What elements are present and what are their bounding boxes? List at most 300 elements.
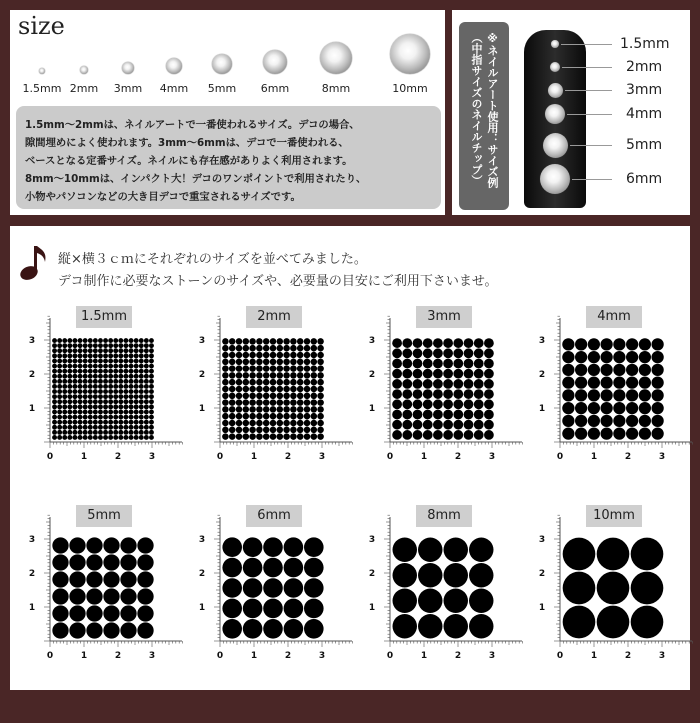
x-tick-label: 2 xyxy=(624,452,632,462)
x-tick-label: 1 xyxy=(80,651,88,661)
stone-dot xyxy=(443,399,453,409)
stone-dot xyxy=(626,389,638,401)
stone-dot xyxy=(98,384,103,389)
size-grid-5mm xyxy=(20,508,180,723)
stone-dot xyxy=(83,353,88,358)
stone-dot xyxy=(484,399,494,409)
y-tick-label: 3 xyxy=(28,336,36,346)
stone-dot xyxy=(562,389,574,401)
grid-plot xyxy=(360,513,525,673)
stone-dot xyxy=(108,348,113,353)
stone-dot xyxy=(484,359,494,369)
stone-dot xyxy=(639,364,651,376)
stone-dot xyxy=(67,415,72,420)
stone-dot xyxy=(402,430,412,440)
gem-size-label: 3mm xyxy=(113,82,143,95)
stone-dot xyxy=(139,415,144,420)
stone-dot xyxy=(62,430,67,435)
stone-dot xyxy=(222,420,229,427)
stone-dot xyxy=(626,415,638,427)
stone-dot xyxy=(108,425,113,430)
stone-dot xyxy=(297,413,304,420)
stone-dot xyxy=(652,428,664,440)
stone-dot xyxy=(57,425,62,430)
stone-dot xyxy=(124,399,129,404)
stone-dot xyxy=(311,359,318,366)
stone-dot xyxy=(222,393,229,400)
stone-dot xyxy=(62,364,67,369)
stone-dot xyxy=(149,399,154,404)
stone-dot xyxy=(453,410,463,420)
stone-dot xyxy=(392,359,402,369)
stone-dot xyxy=(144,379,149,384)
stone-dot xyxy=(129,353,134,358)
stone-dot xyxy=(284,578,304,598)
x-tick-label: 3 xyxy=(658,651,666,661)
stone-dot xyxy=(93,420,98,425)
stone-dot xyxy=(263,365,270,372)
stone-dot xyxy=(134,364,139,369)
stone-dot xyxy=(317,427,324,434)
stone-dot xyxy=(134,415,139,420)
stone-dot xyxy=(256,359,263,366)
stone-dot xyxy=(256,352,263,359)
stone-dot xyxy=(88,379,93,384)
stone-dot xyxy=(57,343,62,348)
stone-dot xyxy=(118,338,123,343)
stone-dot xyxy=(88,404,93,409)
stone-dot xyxy=(484,430,494,440)
stone-dot xyxy=(67,353,72,358)
size-grid-1.5mm xyxy=(20,309,180,524)
x-tick-label: 3 xyxy=(318,651,326,661)
stone-dot xyxy=(129,343,134,348)
stone-dot xyxy=(129,364,134,369)
x-tick-label: 2 xyxy=(624,651,632,661)
stone-dot xyxy=(317,406,324,413)
stone-dot xyxy=(57,394,62,399)
stone-dot xyxy=(270,413,277,420)
stone-dot xyxy=(144,420,149,425)
stone-dot xyxy=(270,393,277,400)
y-tick-label: 3 xyxy=(198,535,206,545)
stone-dot xyxy=(137,571,153,587)
stone-dot xyxy=(134,399,139,404)
stone-dot xyxy=(67,430,72,435)
stone-dot xyxy=(103,348,108,353)
stone-dot xyxy=(73,338,78,343)
stone-dot xyxy=(317,413,324,420)
stone-dot xyxy=(57,410,62,415)
x-tick-label: 0 xyxy=(46,651,54,661)
stone-dot xyxy=(124,359,129,364)
stone-dot xyxy=(69,622,85,638)
stone-dot xyxy=(108,374,113,379)
stone-dot xyxy=(423,420,433,430)
stone-dot xyxy=(129,379,134,384)
stone-dot xyxy=(413,399,423,409)
stone-dot xyxy=(83,343,88,348)
gem-size-label: 6mm xyxy=(260,82,290,95)
stone-dot xyxy=(283,406,290,413)
stone-dot xyxy=(124,369,129,374)
stone-dot xyxy=(418,563,442,587)
stone-dot xyxy=(290,420,297,427)
stone-dot xyxy=(98,410,103,415)
stone-dot xyxy=(652,402,664,414)
stone-dot xyxy=(67,404,72,409)
stone-dot xyxy=(249,352,256,359)
stone-dot xyxy=(139,374,144,379)
stone-dot xyxy=(222,345,229,352)
stone-dot xyxy=(484,420,494,430)
stone-dot xyxy=(297,406,304,413)
stone-dot xyxy=(392,348,402,358)
stone-dot xyxy=(392,410,402,420)
x-tick-label: 0 xyxy=(46,452,54,462)
stone-dot xyxy=(52,379,57,384)
stone-dot xyxy=(290,413,297,420)
stone-dot xyxy=(124,435,129,440)
stone-dot xyxy=(62,399,67,404)
grid-size-label: 6mm xyxy=(246,505,302,527)
stone-dot xyxy=(134,348,139,353)
stone-dot xyxy=(83,379,88,384)
stone-dot xyxy=(134,343,139,348)
stone-dot xyxy=(562,415,574,427)
stone-dot xyxy=(639,351,651,363)
stone-dot xyxy=(263,338,270,345)
stone-dot xyxy=(124,404,129,409)
stone-dot xyxy=(113,364,118,369)
stone-dot xyxy=(149,430,154,435)
grid-comparison-panel xyxy=(10,226,690,690)
stone-dot xyxy=(78,379,83,384)
stone-dot xyxy=(402,420,412,430)
stone-dot xyxy=(149,369,154,374)
stone-dot xyxy=(229,379,236,386)
stone-dot xyxy=(149,435,154,440)
stone-dot xyxy=(222,352,229,359)
stone-dot xyxy=(78,359,83,364)
x-tick-label: 1 xyxy=(590,452,598,462)
stone-dot xyxy=(83,420,88,425)
stone-dot xyxy=(613,402,625,414)
stone-dot xyxy=(88,343,93,348)
stone-dot xyxy=(134,338,139,343)
stone-dot xyxy=(103,537,119,553)
stone-dot xyxy=(103,605,119,621)
stone-dot xyxy=(73,415,78,420)
stone-dot xyxy=(423,338,433,348)
stone-dot xyxy=(317,393,324,400)
stone-dot xyxy=(52,537,68,553)
stone-dot xyxy=(243,352,250,359)
stone-dot xyxy=(562,364,574,376)
stone-dot xyxy=(601,351,613,363)
stone-dot xyxy=(304,393,311,400)
stone-dot xyxy=(243,338,250,345)
size-chart-panel xyxy=(10,10,445,215)
stone-dot xyxy=(304,372,311,379)
stone-dot xyxy=(62,379,67,384)
stone-dot xyxy=(229,399,236,406)
stone-dot xyxy=(139,359,144,364)
stone-dot xyxy=(98,359,103,364)
stone-dot xyxy=(98,338,103,343)
stone-dot xyxy=(474,399,484,409)
grid-size-label: 5mm xyxy=(76,505,132,527)
stone-dot xyxy=(444,614,468,638)
stone-dot xyxy=(124,410,129,415)
stone-dot xyxy=(444,538,468,562)
nail-caption-line2: （中指サイズのネイルチップ） xyxy=(470,32,483,186)
stone-dot xyxy=(108,435,113,440)
stone-dot xyxy=(588,389,600,401)
stone-dot xyxy=(144,435,149,440)
stone-dot xyxy=(243,365,250,372)
stone-dot xyxy=(464,359,474,369)
stone-dot xyxy=(103,364,108,369)
stone-dot xyxy=(297,338,304,345)
stone-dot xyxy=(393,563,417,587)
stone-dot xyxy=(52,554,68,570)
stone-dot xyxy=(243,420,250,427)
stone-dot xyxy=(62,353,67,358)
stone-dot xyxy=(113,374,118,379)
size-title: size xyxy=(18,12,65,40)
stone-dot xyxy=(639,377,651,389)
stone-dot xyxy=(256,386,263,393)
stone-dot xyxy=(103,379,108,384)
stone-dot xyxy=(402,410,412,420)
stone-dot xyxy=(144,348,149,353)
stone-dot xyxy=(93,364,98,369)
stone-dot xyxy=(311,427,318,434)
stone-dot xyxy=(311,352,318,359)
gem-size-label: 10mm xyxy=(392,82,428,95)
stone-dot xyxy=(139,348,144,353)
stone-dot xyxy=(284,558,304,578)
grid-plot xyxy=(20,513,185,673)
stone-dot xyxy=(469,563,493,587)
stone-dot xyxy=(304,578,324,598)
description-line: 8mm～10mmは、インパクト大！デコのワンポイントで利用されたり、 xyxy=(25,173,367,185)
x-tick-label: 2 xyxy=(284,651,292,661)
stone-dot xyxy=(484,338,494,348)
stone-dot xyxy=(277,352,284,359)
stone-dot xyxy=(108,379,113,384)
stone-dot xyxy=(317,365,324,372)
stone-dot xyxy=(393,614,417,638)
stone-dot xyxy=(93,343,98,348)
stone-dot xyxy=(297,433,304,440)
grid-size-label: 10mm xyxy=(586,505,642,527)
y-tick-label: 2 xyxy=(198,370,206,380)
music-note-icon xyxy=(18,242,48,282)
stone-dot xyxy=(283,359,290,366)
stone-dot xyxy=(129,415,134,420)
stone-dot xyxy=(149,394,154,399)
stone-dot xyxy=(73,353,78,358)
stone-dot xyxy=(129,435,134,440)
stone-dot xyxy=(134,404,139,409)
stone-dot xyxy=(423,369,433,379)
stone-dot xyxy=(83,404,88,409)
grid-size-label: 8mm xyxy=(416,505,472,527)
y-tick-label: 3 xyxy=(368,336,376,346)
grid-size-label: 3mm xyxy=(416,306,472,328)
stone-dot xyxy=(57,374,62,379)
stone-dot xyxy=(256,413,263,420)
stone-dot xyxy=(144,359,149,364)
stone-dot xyxy=(83,369,88,374)
stone-dot xyxy=(118,369,123,374)
stone-dot xyxy=(67,379,72,384)
stone-dot xyxy=(78,435,83,440)
stone-dot xyxy=(57,379,62,384)
stone-dot xyxy=(98,379,103,384)
stone-dot xyxy=(277,393,284,400)
stone-dot xyxy=(52,374,57,379)
description-box xyxy=(16,106,441,209)
stone-dot xyxy=(137,554,153,570)
stone-dot xyxy=(124,374,129,379)
stone-dot xyxy=(124,420,129,425)
stone-dot xyxy=(229,372,236,379)
stone-dot xyxy=(118,410,123,415)
stone-dot xyxy=(601,389,613,401)
stone-dot xyxy=(433,410,443,420)
stone-dot xyxy=(256,372,263,379)
stone-dot xyxy=(129,430,134,435)
stone-dot xyxy=(249,372,256,379)
stone-dot xyxy=(139,410,144,415)
stone-dot xyxy=(484,379,494,389)
stone-dot xyxy=(229,393,236,400)
stone-dot xyxy=(98,394,103,399)
stone-dot xyxy=(103,353,108,358)
stone-dot xyxy=(73,364,78,369)
stone-dot xyxy=(78,389,83,394)
stone-dot xyxy=(613,377,625,389)
stone-dot xyxy=(423,399,433,409)
stone-dot xyxy=(474,369,484,379)
nail-gem-5mm xyxy=(543,133,568,158)
stone-dot xyxy=(98,364,103,369)
stone-dot xyxy=(277,345,284,352)
x-tick-label: 3 xyxy=(658,452,666,462)
stone-dot xyxy=(103,394,108,399)
stone-dot xyxy=(639,415,651,427)
stone-dot xyxy=(124,338,129,343)
stone-dot xyxy=(52,394,57,399)
stone-dot xyxy=(236,379,243,386)
grid-plot xyxy=(20,314,185,474)
stone-dot xyxy=(57,415,62,420)
stone-dot xyxy=(67,348,72,353)
stone-dot xyxy=(413,410,423,420)
stone-dot xyxy=(78,415,83,420)
stone-dot xyxy=(304,386,311,393)
stone-dot xyxy=(57,435,62,440)
stone-dot xyxy=(453,338,463,348)
stone-dot xyxy=(393,589,417,613)
stone-dot xyxy=(88,389,93,394)
stone-dot xyxy=(62,404,67,409)
stone-dot xyxy=(413,338,423,348)
stone-dot xyxy=(134,353,139,358)
x-tick-label: 3 xyxy=(318,452,326,462)
stone-dot xyxy=(249,413,256,420)
stone-dot xyxy=(78,353,83,358)
stone-dot xyxy=(277,365,284,372)
stone-dot xyxy=(284,619,304,639)
stone-dot xyxy=(98,343,103,348)
size-grid-8mm xyxy=(360,508,520,723)
stone-dot xyxy=(62,420,67,425)
stone-dot xyxy=(304,619,324,639)
stone-dot xyxy=(222,537,242,557)
stone-dot xyxy=(464,389,474,399)
stone-dot xyxy=(243,393,250,400)
stone-dot xyxy=(444,589,468,613)
stone-dot xyxy=(453,430,463,440)
stone-dot xyxy=(118,394,123,399)
stone-dot xyxy=(263,386,270,393)
stone-dot xyxy=(83,394,88,399)
stone-dot xyxy=(57,369,62,374)
stone-dot xyxy=(413,348,423,358)
stone-dot xyxy=(277,379,284,386)
stone-dot xyxy=(236,359,243,366)
y-tick-label: 2 xyxy=(198,569,206,579)
gem-size-label: 1.5mm xyxy=(22,82,62,95)
stone-dot xyxy=(270,386,277,393)
stone-dot xyxy=(108,420,113,425)
stone-dot xyxy=(134,389,139,394)
stone-dot xyxy=(57,389,62,394)
stone-dot xyxy=(243,619,263,639)
stone-dot xyxy=(243,359,250,366)
stone-dot xyxy=(317,433,324,440)
stone-dot xyxy=(78,348,83,353)
stone-dot xyxy=(229,413,236,420)
stone-dot xyxy=(98,353,103,358)
stone-dot xyxy=(443,359,453,369)
stone-dot xyxy=(283,413,290,420)
stone-dot xyxy=(277,420,284,427)
stone-dot xyxy=(588,364,600,376)
stone-dot xyxy=(652,338,664,350)
stone-dot xyxy=(222,365,229,372)
stone-dot xyxy=(118,384,123,389)
stone-dot xyxy=(129,394,134,399)
stone-dot xyxy=(392,389,402,399)
stone-dot xyxy=(474,420,484,430)
stone-dot xyxy=(222,433,229,440)
stone-dot xyxy=(277,433,284,440)
stone-dot xyxy=(139,399,144,404)
stone-dot xyxy=(222,427,229,434)
stone-dot xyxy=(236,393,243,400)
stone-dot xyxy=(277,386,284,393)
stone-dot xyxy=(317,338,324,345)
rhinestone-gem-6mm xyxy=(263,50,287,74)
stone-dot xyxy=(311,393,318,400)
stone-dot xyxy=(67,435,72,440)
stone-dot xyxy=(317,386,324,393)
